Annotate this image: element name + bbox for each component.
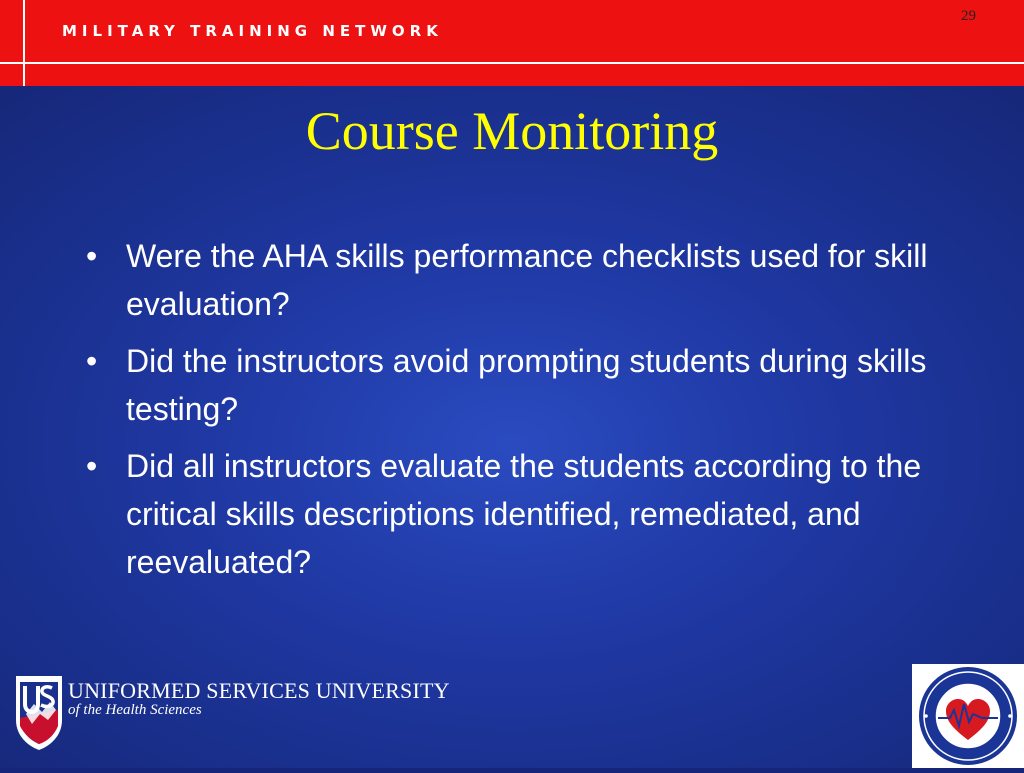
bullet-icon: •	[86, 343, 98, 379]
bullet-item	[82, 337, 942, 433]
bullet-icon: •	[86, 238, 98, 274]
bullet-text: Were the AHA skills performance checklists used for skill evaluation?	[126, 238, 928, 322]
slide-number: 29	[961, 8, 976, 24]
mtn-badge-icon	[912, 664, 1024, 768]
network-name: MILITARY TRAINING NETWORK	[62, 22, 443, 40]
usu-shield-icon	[14, 674, 68, 754]
header-divider-vertical	[23, 0, 25, 86]
header-bar	[0, 0, 1024, 86]
slide-title: Course Monitoring	[305, 101, 719, 161]
bullet-text: Did all instructors evaluate the students according to the critical skills descriptions identified, remediated, and reevaluated?	[126, 448, 922, 580]
usu-name: UNIFORMED SERVICES UNIVERSITY	[68, 678, 450, 703]
bullet-item	[82, 232, 942, 328]
header-divider-horizontal	[0, 62, 1024, 64]
bullet-list	[82, 232, 942, 595]
bullet-item	[82, 442, 942, 586]
bullet-text: Did the instructors avoid prompting students during skills testing?	[126, 343, 927, 427]
usu-logo	[14, 674, 450, 754]
bullet-icon: •	[86, 448, 98, 484]
usu-subtitle: of the Health Sciences	[68, 702, 202, 718]
network-badge	[912, 664, 1024, 768]
